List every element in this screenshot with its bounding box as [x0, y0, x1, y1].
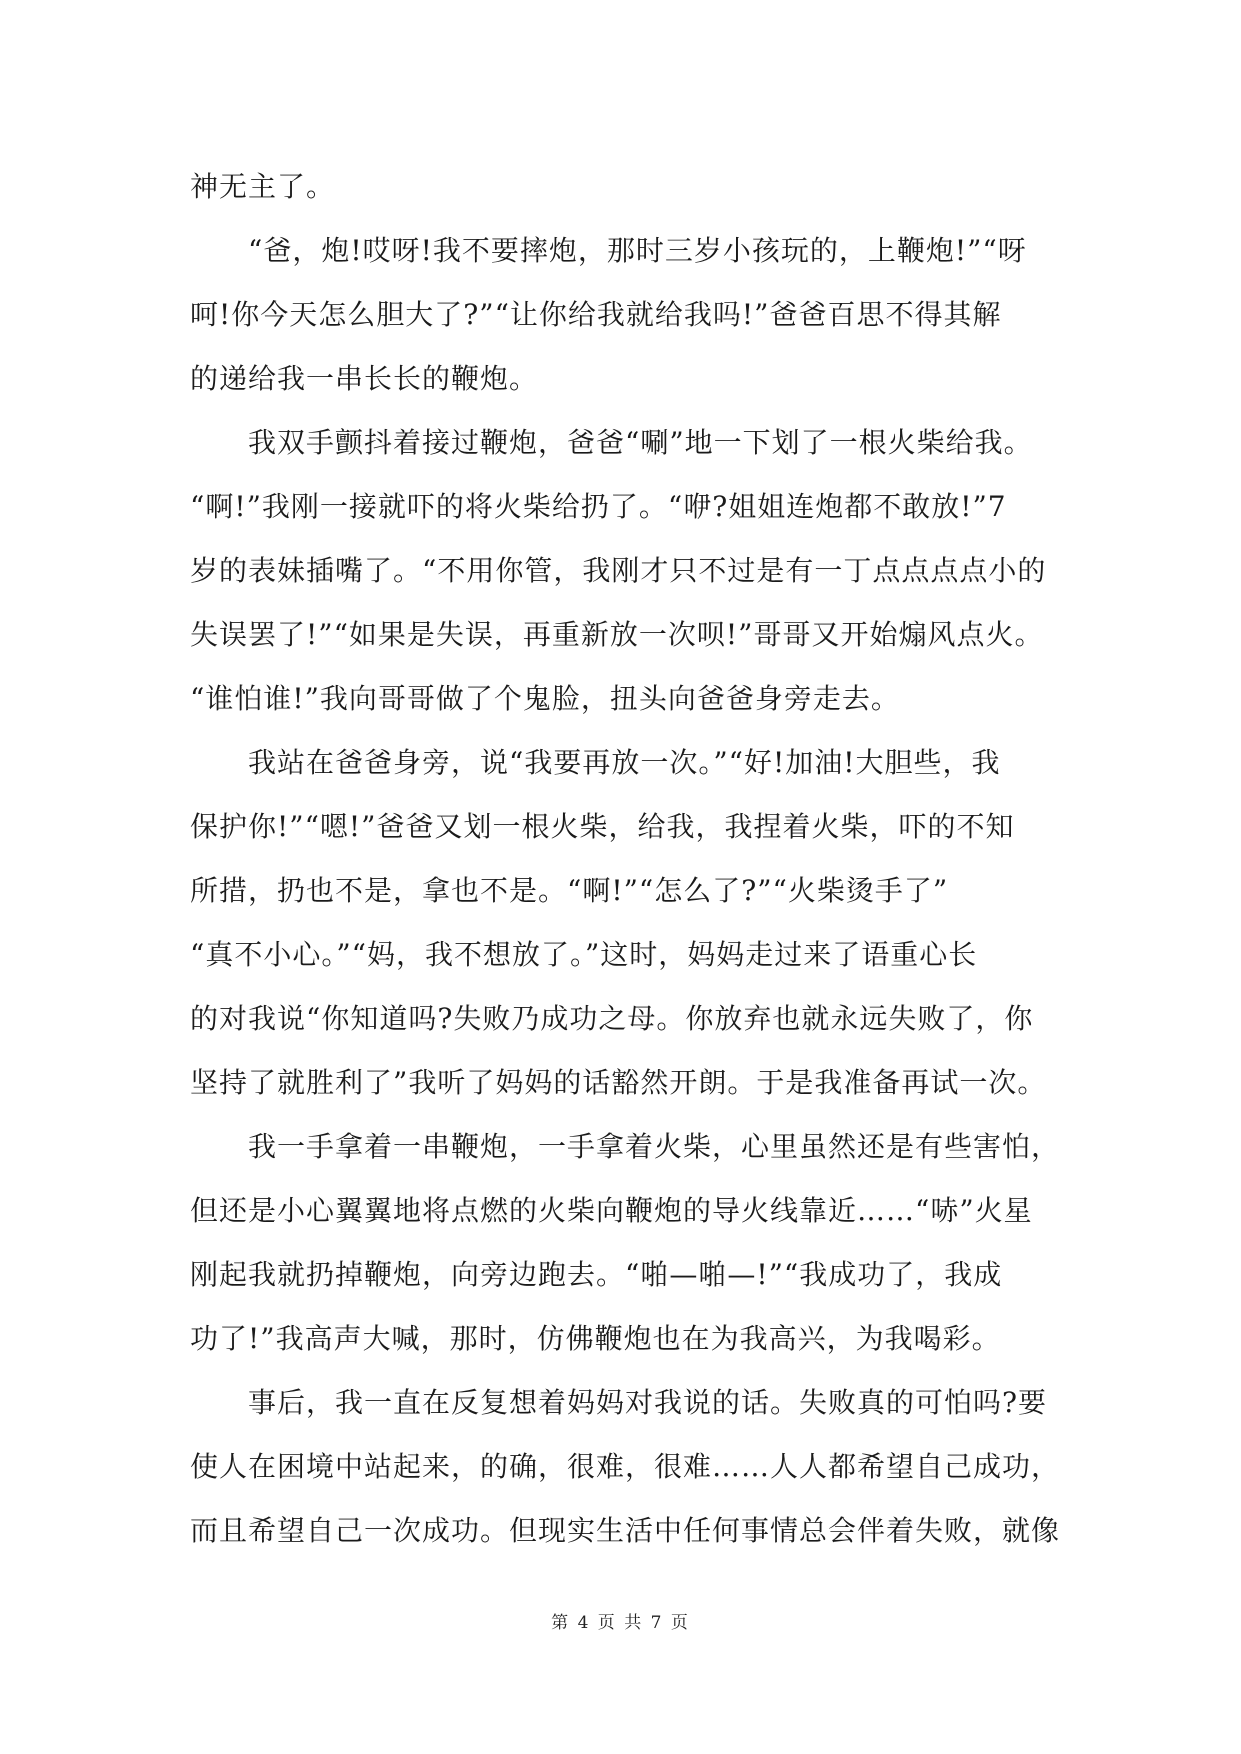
text-line: 我双手颤抖着接过鞭炮，爸爸“唰”地一下划了一根火柴给我。: [190, 426, 1033, 459]
text-line: 呵!你今天怎么胆大了?”“让你给我就给我吗!”爸爸百思不得其解: [190, 298, 1002, 331]
text-line: “真不小心。”“妈，我不想放了。”这时，妈妈走过来了语重心长: [190, 938, 978, 971]
text-line: “啊!”我刚一接就吓的将火柴给扔了。“咿?姐姐连炮都不敢放!”7: [190, 490, 1007, 523]
text-line: 保护你!”“嗯!”爸爸又划一根火柴，给我，我捏着火柴，吓的不知: [190, 810, 1015, 843]
page-number-footer: 第 4 页 共 7 页: [551, 1613, 690, 1633]
text-line: 的对我说“你知道吗?失败乃成功之母。你放弃也就永远失败了，你: [190, 1002, 1034, 1035]
text-line: 神无主了。: [190, 170, 336, 203]
text-line: 岁的表妹插嘴了。“不用你管，我刚才只不过是有一丁点点点点小的: [190, 554, 1047, 587]
text-line: 的递给我一串长长的鞭炮。: [190, 362, 539, 395]
text-line: “谁怕谁!”我向哥哥做了个鬼脸，扭头向爸爸身旁走去。: [190, 682, 900, 715]
text-line: 而且希望自己一次成功。但现实生活中任何事情总会伴着失败，就像: [190, 1514, 1061, 1547]
text-line: 事后，我一直在反复想着妈妈对我说的话。失败真的可怕吗?要: [190, 1386, 1048, 1419]
text-line: 但还是小心翼翼地将点燃的火柴向鞭炮的导火线靠近……“哧”火星: [190, 1194, 1033, 1227]
text-line: 失误罢了!”“如果是失误，再重新放一次呗!”哥哥又开始煽风点火。: [190, 618, 1044, 651]
text-line: 刚起我就扔掉鞭炮，向旁边跑去。“啪—啪—!”“我成功了，我成: [190, 1258, 1003, 1291]
text-line: 我一手拿着一串鞭炮，一手拿着火柴，心里虽然还是有些害怕，: [190, 1130, 1061, 1163]
body-text: [190, 155, 1061, 1563]
text-line: 功了!”我高声大喊，那时，仿佛鞭炮也在为我高兴，为我喝彩。: [190, 1322, 1001, 1355]
text-line: 我站在爸爸身旁，说“我要再放一次。”“好!加油!大胆些，我: [190, 746, 1001, 779]
text-line: “爸，炮!哎呀!我不要摔炮，那时三岁小孩玩的，上鞭炮!”“呀: [190, 234, 1027, 267]
text-line: 坚持了就胜利了”我听了妈妈的话豁然开朗。于是我准备再试一次。: [190, 1066, 1047, 1099]
text-line: 使人在困境中站起来，的确，很难，很难……人人都希望自己成功，: [190, 1450, 1061, 1483]
text-line: 所措，扔也不是，拿也不是。“啊!”“怎么了?”“火柴烫手了”: [190, 874, 949, 907]
